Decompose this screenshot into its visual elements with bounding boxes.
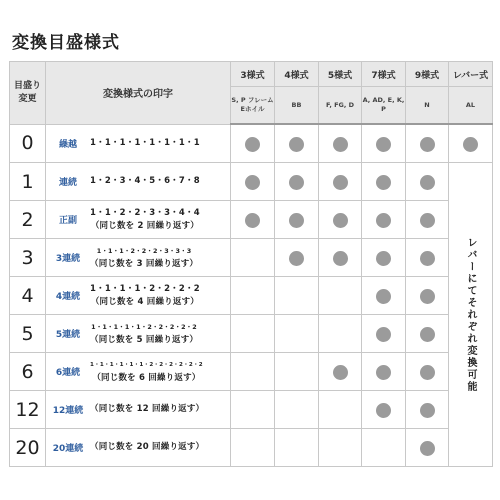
availability-cell: [406, 315, 449, 353]
available-dot-icon: [420, 289, 435, 304]
print-line-2: （同じ数を 5 回繰り返す）: [90, 334, 199, 345]
availability-cell: [319, 124, 362, 163]
style-name: 正副: [58, 216, 77, 226]
col-sub-9: N: [406, 87, 449, 125]
style-name: 20連続: [52, 444, 84, 454]
available-dot-icon: [420, 441, 435, 456]
availability-cell: [362, 163, 406, 201]
availability-cell: [449, 124, 493, 163]
availability-cell: [231, 201, 275, 239]
availability-cell: [406, 391, 449, 429]
style-name: 6連続: [55, 368, 81, 378]
print-line-2: （同じ数を 3 回繰り返す）: [90, 258, 199, 269]
available-dot-icon: [245, 137, 260, 152]
available-dot-icon: [420, 327, 435, 342]
format-cell: [46, 163, 231, 201]
col-header-5: 5様式: [319, 62, 362, 87]
availability-cell: [319, 429, 362, 467]
print-sample: [90, 359, 203, 385]
available-dot-icon: [420, 137, 435, 152]
availability-cell: [319, 239, 362, 277]
col-sub-3: S, P フレーム Eホイル: [231, 87, 275, 125]
lever-note: レバーにてそれぞれ変換可能: [465, 236, 476, 393]
available-dot-icon: [376, 327, 391, 342]
table-row: [10, 315, 493, 353]
availability-cell: [406, 201, 449, 239]
print-sample: [90, 441, 204, 454]
format-cell: [46, 391, 231, 429]
style-name: 3連続: [55, 254, 81, 264]
table-row: [10, 201, 493, 239]
print-sample: [90, 283, 200, 309]
print-sample: [90, 207, 200, 233]
print-line-2: （同じ数を 6 回繰り返す）: [92, 372, 201, 383]
availability-cell: [275, 353, 319, 391]
availability-cell: [275, 201, 319, 239]
format-cell: [46, 201, 231, 239]
print-line-1: 1・1・1・1・1・2・2・2・2・2: [91, 322, 197, 331]
availability-cell: [362, 429, 406, 467]
format-cell: [46, 277, 231, 315]
availability-cell: [362, 201, 406, 239]
print-line-1: 1・1・1・1・2・2・2・2: [90, 283, 200, 294]
format-cell: [46, 353, 231, 391]
table-row: [10, 239, 493, 277]
availability-cell: [275, 391, 319, 429]
table-row: [10, 391, 493, 429]
availability-cell: [362, 353, 406, 391]
available-dot-icon: [245, 175, 260, 190]
style-name: 12連続: [52, 406, 84, 416]
print-line-2: （同じ数を 4 回繰り返す）: [90, 296, 199, 307]
col-header-lever: レバー式: [449, 62, 493, 87]
availability-cell: [362, 315, 406, 353]
available-dot-icon: [376, 289, 391, 304]
print-sample: [90, 245, 198, 271]
print-line-1: 1・1・1・1・1・1・1・1: [90, 137, 200, 148]
style-name: 連続: [58, 178, 77, 188]
availability-cell: [362, 391, 406, 429]
availability-cell: [406, 163, 449, 201]
availability-cell: [231, 163, 275, 201]
print-sample: [90, 403, 204, 416]
scale-number: 6: [10, 353, 46, 391]
table-row: [10, 353, 493, 391]
format-cell: [46, 315, 231, 353]
style-name: 4連続: [55, 292, 81, 302]
availability-cell: [275, 315, 319, 353]
table-row: [10, 124, 493, 163]
conversion-table: [9, 61, 493, 467]
availability-cell: [362, 124, 406, 163]
print-line-1: （同じ数を 12 回繰り返す）: [90, 404, 205, 414]
available-dot-icon: [289, 213, 304, 228]
available-dot-icon: [420, 251, 435, 266]
rows-body: [10, 124, 493, 467]
scale-number: 2: [10, 201, 46, 239]
available-dot-icon: [463, 137, 478, 152]
available-dot-icon: [420, 175, 435, 190]
print-line-1: 1・1・1・1・1・1・2・2・2・2・2・2: [90, 361, 203, 368]
col-header-4: 4様式: [275, 62, 319, 87]
availability-cell: [406, 429, 449, 467]
availability-cell: [231, 124, 275, 163]
availability-cell: [319, 201, 362, 239]
available-dot-icon: [289, 175, 304, 190]
availability-cell: [231, 277, 275, 315]
col-sub-4: BB: [275, 87, 319, 125]
available-dot-icon: [289, 251, 304, 266]
availability-cell: [275, 124, 319, 163]
available-dot-icon: [245, 213, 260, 228]
scale-number: 1: [10, 163, 46, 201]
scale-number: 4: [10, 277, 46, 315]
availability-cell: [275, 429, 319, 467]
availability-cell: [406, 124, 449, 163]
available-dot-icon: [376, 365, 391, 380]
available-dot-icon: [333, 251, 348, 266]
availability-cell: [231, 239, 275, 277]
availability-cell: [319, 353, 362, 391]
col-header-7: 7様式: [362, 62, 406, 87]
availability-cell: [406, 353, 449, 391]
table-row: [10, 277, 493, 315]
header-row: [10, 62, 493, 87]
availability-cell: [231, 353, 275, 391]
available-dot-icon: [376, 137, 391, 152]
available-dot-icon: [333, 137, 348, 152]
availability-cell: [275, 277, 319, 315]
availability-cell: [319, 277, 362, 315]
available-dot-icon: [376, 251, 391, 266]
print-line-1: 1・1・1・2・2・2・3・3・3: [96, 246, 192, 255]
print-sample: [90, 321, 198, 347]
availability-cell: [275, 239, 319, 277]
available-dot-icon: [289, 137, 304, 152]
available-dot-icon: [376, 403, 391, 418]
availability-cell: [231, 429, 275, 467]
scale-change-header: 目盛り変更: [10, 62, 46, 125]
availability-cell: [362, 277, 406, 315]
col-sub-7: A, AD, E, K, P: [362, 87, 406, 125]
col-header-3: 3様式: [231, 62, 275, 87]
availability-cell: [231, 391, 275, 429]
available-dot-icon: [333, 213, 348, 228]
print-sample: [90, 137, 200, 150]
availability-cell: [406, 277, 449, 315]
format-print-header: 変換様式の印字: [46, 62, 231, 125]
table-row: [10, 429, 493, 467]
table-row: [10, 163, 493, 201]
availability-cell: [319, 391, 362, 429]
col-header-9: 9様式: [406, 62, 449, 87]
format-cell: [46, 429, 231, 467]
format-cell: [46, 239, 231, 277]
format-cell: [46, 124, 231, 163]
availability-cell: [231, 315, 275, 353]
page-title: 変換目盛様式: [12, 33, 120, 53]
availability-cell: [362, 239, 406, 277]
scale-number: 5: [10, 315, 46, 353]
lever-note-cell: [449, 163, 493, 467]
availability-cell: [319, 315, 362, 353]
scale-number: 0: [10, 124, 46, 163]
col-sub-lever: AL: [449, 87, 493, 125]
available-dot-icon: [333, 175, 348, 190]
scale-number: 20: [10, 429, 46, 467]
available-dot-icon: [376, 213, 391, 228]
print-line-1: 1・1・2・2・3・3・4・4: [90, 207, 200, 218]
scale-number: 3: [10, 239, 46, 277]
available-dot-icon: [420, 403, 435, 418]
print-line-1: 1・2・3・4・5・6・7・8: [90, 176, 200, 186]
col-sub-5: F, FG, D: [319, 87, 362, 125]
available-dot-icon: [420, 365, 435, 380]
scale-number: 12: [10, 391, 46, 429]
style-name: 繰越: [58, 139, 77, 150]
availability-cell: [406, 239, 449, 277]
available-dot-icon: [376, 175, 391, 190]
available-dot-icon: [333, 365, 348, 380]
print-sample: [90, 175, 200, 188]
available-dot-icon: [420, 213, 435, 228]
availability-cell: [275, 163, 319, 201]
print-line-1: （同じ数を 20 回繰り返す）: [90, 442, 205, 452]
style-name: 5連続: [55, 330, 81, 340]
print-line-2: （同じ数を 2 回繰り返す）: [90, 220, 199, 231]
availability-cell: [319, 163, 362, 201]
